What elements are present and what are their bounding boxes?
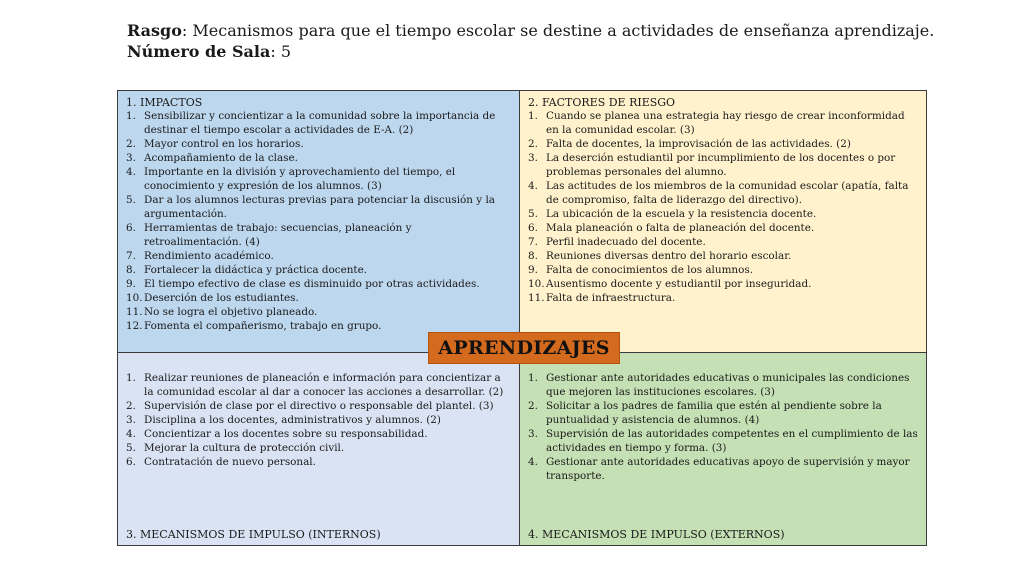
list-item [126, 165, 511, 193]
list-item [126, 277, 511, 291]
list-item-text: No se logra el objetivo planeado. [144, 306, 318, 318]
list-item [528, 249, 918, 263]
list-item [126, 109, 511, 137]
list-item-number: 5. [126, 442, 136, 454]
list-item-text: Ausentismo docente y estudiantil por inseguridad. [546, 278, 812, 290]
list-item-number: 6. [528, 222, 538, 234]
list-item-text: Supervisión de las autoridades competentes en el cumplimiento de las actividades en tiempo y forma. (3) [546, 428, 918, 454]
list-item-text: Gestionar ante autoridades educativas o municipales las condiciones que mejoren las instituciones escolares. (3) [546, 372, 910, 398]
list-item [528, 179, 918, 207]
list-item [126, 427, 511, 441]
list-item-number: 1. [126, 372, 136, 384]
list-item-text: El tiempo efectivo de clase es disminuido por otras actividades. [144, 278, 480, 290]
list-item-text: Rendimiento académico. [144, 250, 274, 262]
list-item [126, 371, 511, 399]
list-item-number: 1. [528, 110, 538, 122]
list-item [528, 109, 918, 137]
list-item [126, 249, 511, 263]
rasgo-line [127, 20, 987, 41]
list-item-text: Fortalecer la didáctica y práctica docente. [144, 264, 368, 276]
list-item-number: 4. [126, 166, 136, 178]
list-item-number: 4. [528, 180, 538, 192]
list-item [528, 455, 918, 483]
list-item-number: 5. [528, 208, 538, 220]
quadrant-title: 2. FACTORES DE RIESGO [528, 96, 676, 109]
quadrant-impactos [118, 91, 520, 353]
list-item [126, 441, 511, 455]
list-item-number: 9. [126, 278, 136, 290]
list-item-number: 12. [126, 320, 143, 332]
list-item [528, 137, 918, 151]
slide-header [127, 20, 987, 62]
list-item-number: 11. [126, 306, 143, 318]
quadrant-factores-riesgo [520, 91, 926, 353]
list-item-text: Falta de docentes, la improvisación de las actividades. (2) [546, 138, 851, 150]
list-item [528, 151, 918, 179]
list-item-number: 1. [528, 372, 538, 384]
list-item [126, 137, 511, 151]
aprendizajes-banner: APRENDIZAJES [428, 332, 620, 364]
list-item [528, 221, 918, 235]
list-item-text: Dar a los alumnos lecturas previas para potenciar la discusión y la argumentación. [144, 194, 495, 220]
list-item-number: 3. [528, 152, 538, 164]
sala-label: Número de Sala [127, 42, 271, 61]
list-item-text: Deserción de los estudiantes. [144, 292, 299, 304]
list-item [126, 263, 511, 277]
quadrant-title: 1. IMPACTOS [126, 96, 203, 109]
list-item [126, 319, 511, 333]
list-item-number: 3. [126, 414, 136, 426]
list-item-text: Contratación de nuevo personal. [144, 456, 316, 468]
list-item-text: Importante en la división y aprovechamiento del tiempo, el conocimiento y expresión de los alumnos. (3) [144, 166, 456, 192]
list-item-number: 7. [528, 236, 538, 248]
list-item-text: Realizar reuniones de planeación e información para concientizar a la comunidad escolar al dar a conocer las acciones a desarrollar. (2) [144, 372, 504, 398]
sala-line [127, 41, 987, 62]
internos-list [126, 371, 511, 469]
list-item-text: Las actitudes de los miembros de la comunidad escolar (apatía, falta de compromiso, falta de liderazgo del directivo). [546, 180, 909, 206]
list-item-text: Perfil inadecuado del docente. [546, 236, 706, 248]
list-item [126, 455, 511, 469]
list-item [126, 399, 511, 413]
list-item-text: Falta de conocimientos de los alumnos. [546, 264, 754, 276]
quadrant-mecanismos-internos [118, 353, 520, 545]
list-item-number: 10. [528, 278, 545, 290]
list-item [126, 305, 511, 319]
externos-list [528, 371, 918, 483]
list-item [528, 263, 918, 277]
quadrant-title: 4. MECANISMOS DE IMPULSO (EXTERNOS) [528, 528, 785, 541]
list-item-text: Sensibilizar y concientizar a la comunidad sobre la importancia de destinar el tiempo escolar a actividades de E-A. (2) [144, 110, 496, 136]
factores-list [528, 109, 918, 305]
list-item [126, 221, 511, 249]
list-item-text: Concientizar a los docentes sobre su responsabilidad. [144, 428, 428, 440]
list-item-number: 3. [528, 428, 538, 440]
list-item-number: 2. [528, 138, 538, 150]
list-item [528, 427, 918, 455]
list-item-text: Mejorar la cultura de protección civil. [144, 442, 345, 454]
list-item-text: Mala planeación o falta de planeación del docente. [546, 222, 815, 234]
list-item-text: Mayor control en los horarios. [144, 138, 304, 150]
list-item-text: Herramientas de trabajo: secuencias, planeación y retroalimentación. (4) [144, 222, 412, 248]
list-item [126, 413, 511, 427]
sala-value: : 5 [270, 42, 291, 61]
list-item-text: Fomenta el compañerismo, trabajo en grupo. [144, 320, 382, 332]
list-item-text: Reuniones diversas dentro del horario escolar. [546, 250, 792, 262]
list-item-number: 2. [528, 400, 538, 412]
list-item-text: Solicitar a los padres de familia que estén al pendiente sobre la puntualidad y asistencia de alumnos. (4) [546, 400, 882, 426]
list-item [126, 151, 511, 165]
list-item-number: 4. [528, 456, 538, 468]
list-item [528, 207, 918, 221]
list-item-number: 6. [126, 222, 136, 234]
list-item-text: Supervisión de clase por el directivo o responsable del plantel. (3) [144, 400, 494, 412]
list-item-number: 4. [126, 428, 136, 440]
impactos-list [126, 109, 511, 333]
list-item [528, 371, 918, 399]
list-item-number: 11. [528, 292, 545, 304]
list-item [528, 399, 918, 427]
list-item-number: 5. [126, 194, 136, 206]
list-item [126, 193, 511, 221]
list-item-text: Acompañamiento de la clase. [144, 152, 298, 164]
list-item-number: 3. [126, 152, 136, 164]
list-item-text: Gestionar ante autoridades educativas apoyo de supervisión y mayor transporte. [546, 456, 910, 482]
quadrant-grid [117, 90, 927, 546]
list-item-text: La deserción estudiantil por incumplimiento de los docentes o por problemas personales del alumno. [546, 152, 896, 178]
list-item-number: 7. [126, 250, 136, 262]
rasgo-label: Rasgo [127, 21, 182, 40]
list-item-text: La ubicación de la escuela y la resistencia docente. [546, 208, 817, 220]
list-item-text: Falta de infraestructura. [546, 292, 676, 304]
list-item-number: 2. [126, 138, 136, 150]
list-item-number: 1. [126, 110, 136, 122]
list-item-number: 8. [126, 264, 136, 276]
list-item-text: Disciplina a los docentes, administrativos y alumnos. (2) [144, 414, 441, 426]
quadrant-title: 3. MECANISMOS DE IMPULSO (INTERNOS) [126, 528, 381, 541]
list-item-number: 6. [126, 456, 136, 468]
list-item [126, 291, 511, 305]
list-item [528, 291, 918, 305]
list-item [528, 235, 918, 249]
list-item-number: 9. [528, 264, 538, 276]
list-item-number: 2. [126, 400, 136, 412]
rasgo-text: : Mecanismos para que el tiempo escolar se destine a actividades de enseñanza aprendizaje. [181, 21, 935, 40]
list-item-text: Cuando se planea una estrategia hay riesgo de crear inconformidad en la comunidad escolar. (3) [546, 110, 905, 136]
list-item-number: 10. [126, 292, 143, 304]
list-item-number: 8. [528, 250, 538, 262]
quadrant-mecanismos-externos [520, 353, 926, 545]
list-item [528, 277, 918, 291]
